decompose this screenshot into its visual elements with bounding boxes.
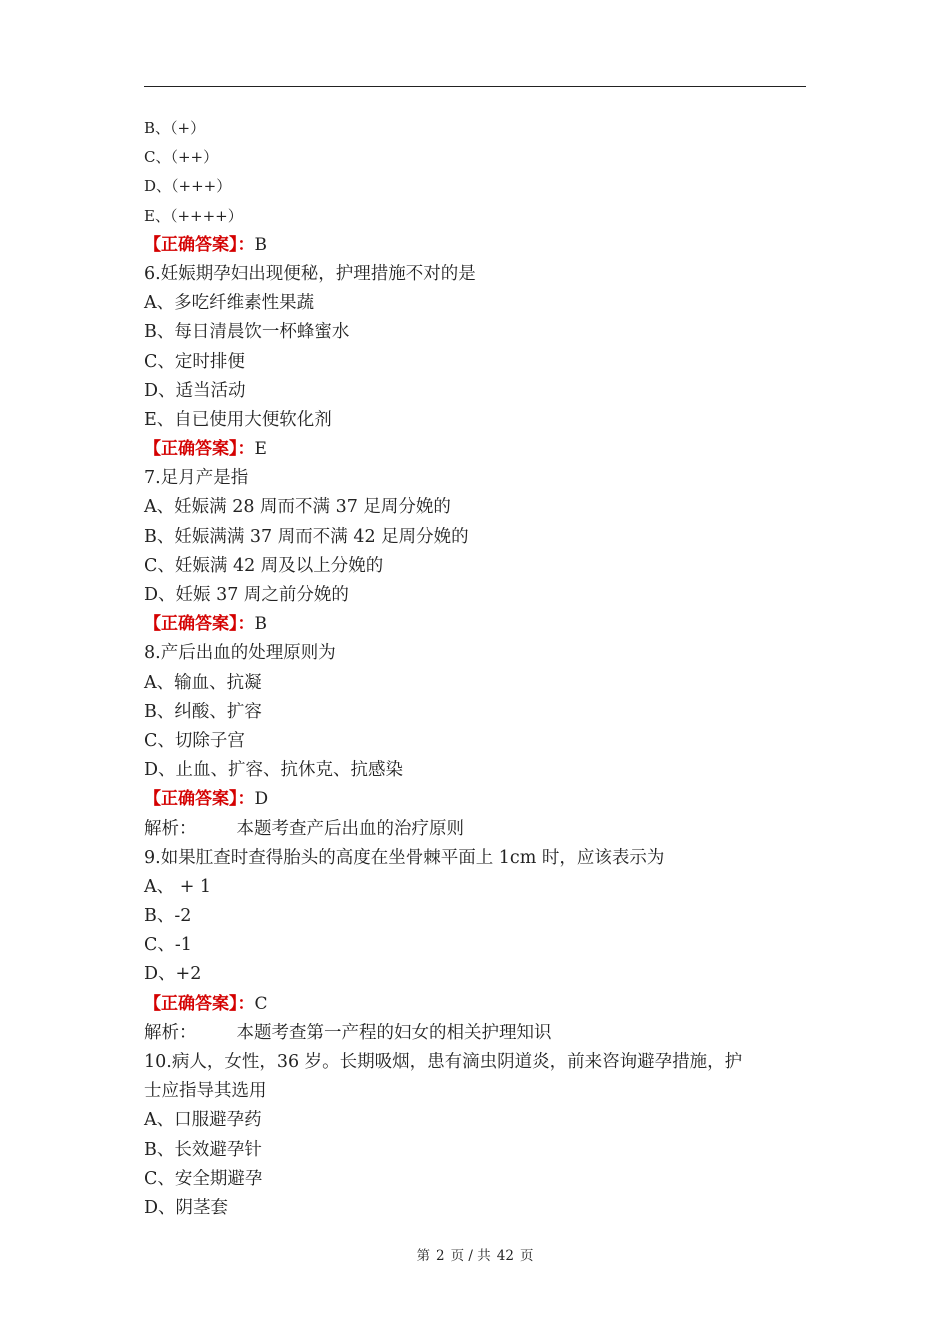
answer-label: 【正确答案】：: [144, 993, 255, 1014]
analysis-text: 本题考查产后出血的治疗原则: [236, 818, 464, 839]
q8-stem: 8.产后出血的处理原则为: [144, 643, 336, 664]
q9-option-a: A、 + 1: [144, 876, 212, 897]
answer-value: C: [254, 993, 268, 1014]
footer-suffix: 页: [519, 1248, 534, 1264]
q7-option-c: C、妊娠满 42 周及以上分娩的: [144, 555, 384, 576]
q6-option-b: B、每日清晨饮一杯蜂蜜水: [144, 322, 350, 343]
header-rule: [144, 86, 806, 87]
q5-option-b: B、（+）: [144, 119, 206, 137]
analysis-text: 本题考查第一产程的妇女的相关护理知识: [236, 1022, 552, 1043]
q5-option-e: E、（++++）: [144, 206, 243, 225]
q10-option-c: C、安全期避孕: [144, 1168, 263, 1189]
q8-option-c: C、切除子宫: [144, 730, 245, 751]
answer-value: B: [254, 614, 267, 635]
analysis-label: 解析：: [144, 1022, 197, 1043]
answer-label: 【正确答案】：: [144, 789, 255, 810]
q9-answer: [144, 990, 806, 1019]
q10-stem-line1: 10.病人，女性，36 岁。长期吸烟，患有滴虫阴道炎，前来咨询避孕措施，护: [144, 1052, 743, 1072]
answer-label: 【正确答案】：: [144, 234, 255, 255]
q7-option-d: D、妊娠 37 周之前分娩的: [144, 585, 349, 605]
q8-option-d: D、止血、扩容、抗休克、抗感染: [144, 760, 404, 781]
answer-value: D: [254, 789, 269, 810]
q8-option-b: B、纠酸、扩容: [144, 701, 262, 722]
q7-answer: [144, 610, 806, 639]
page-number: 2: [436, 1248, 445, 1264]
answer-label: 【正确答案】：: [144, 614, 255, 635]
q6-answer: [144, 435, 806, 464]
q8-answer: [144, 785, 806, 814]
q6-option-a: A、多吃纤维素性果蔬: [144, 293, 315, 314]
q8-option-a: A、输血、抗凝: [144, 672, 262, 693]
q5-option-c: C、（++）: [144, 148, 219, 167]
answer-value: B: [254, 234, 267, 255]
page-footer: [0, 1244, 950, 1264]
q9-option-d: D、+2: [144, 964, 202, 985]
q5-option-d: D、（+++）: [144, 177, 232, 196]
footer-mid: 页 / 共: [450, 1248, 491, 1264]
q9-option-c: C、-1: [144, 935, 192, 956]
q10-option-d: D、阴茎套: [144, 1197, 229, 1218]
q6-stem: 6.妊娠期孕妇出现便秘，护理措施不对的是: [144, 263, 476, 284]
q7-option-a: A、妊娠满 28 周而不满 37 足周分娩的: [144, 497, 451, 518]
page-total: 42: [496, 1248, 514, 1264]
answer-value: E: [254, 439, 267, 460]
q6-option-e: E、自已使用大便软化剂: [144, 409, 332, 430]
q8-analysis: [144, 815, 806, 844]
q6-option-d: D、适当活动: [144, 380, 246, 401]
document-body: [144, 114, 806, 1223]
q10-option-b: B、长效避孕针: [144, 1139, 262, 1160]
footer-prefix: 第: [416, 1248, 431, 1264]
q10-stem-line2: 士应指导其选用: [144, 1081, 267, 1102]
q10-option-a: A、口服避孕药: [144, 1110, 262, 1131]
q9-analysis: [144, 1019, 806, 1048]
answer-label: 【正确答案】：: [144, 439, 255, 460]
q5-answer: [144, 231, 806, 260]
q7-option-b: B、妊娠满满 37 周而不满 42 足周分娩的: [144, 526, 469, 547]
q9-option-b: B、-2: [144, 906, 192, 927]
q7-stem: 7.足月产是指: [144, 468, 249, 489]
analysis-label: 解析：: [144, 818, 197, 839]
q6-option-c: C、定时排便: [144, 351, 245, 372]
q9-stem: 9.如果肛查时查得胎头的高度在坐骨棘平面上 1cm 时，应该表示为: [144, 847, 665, 868]
